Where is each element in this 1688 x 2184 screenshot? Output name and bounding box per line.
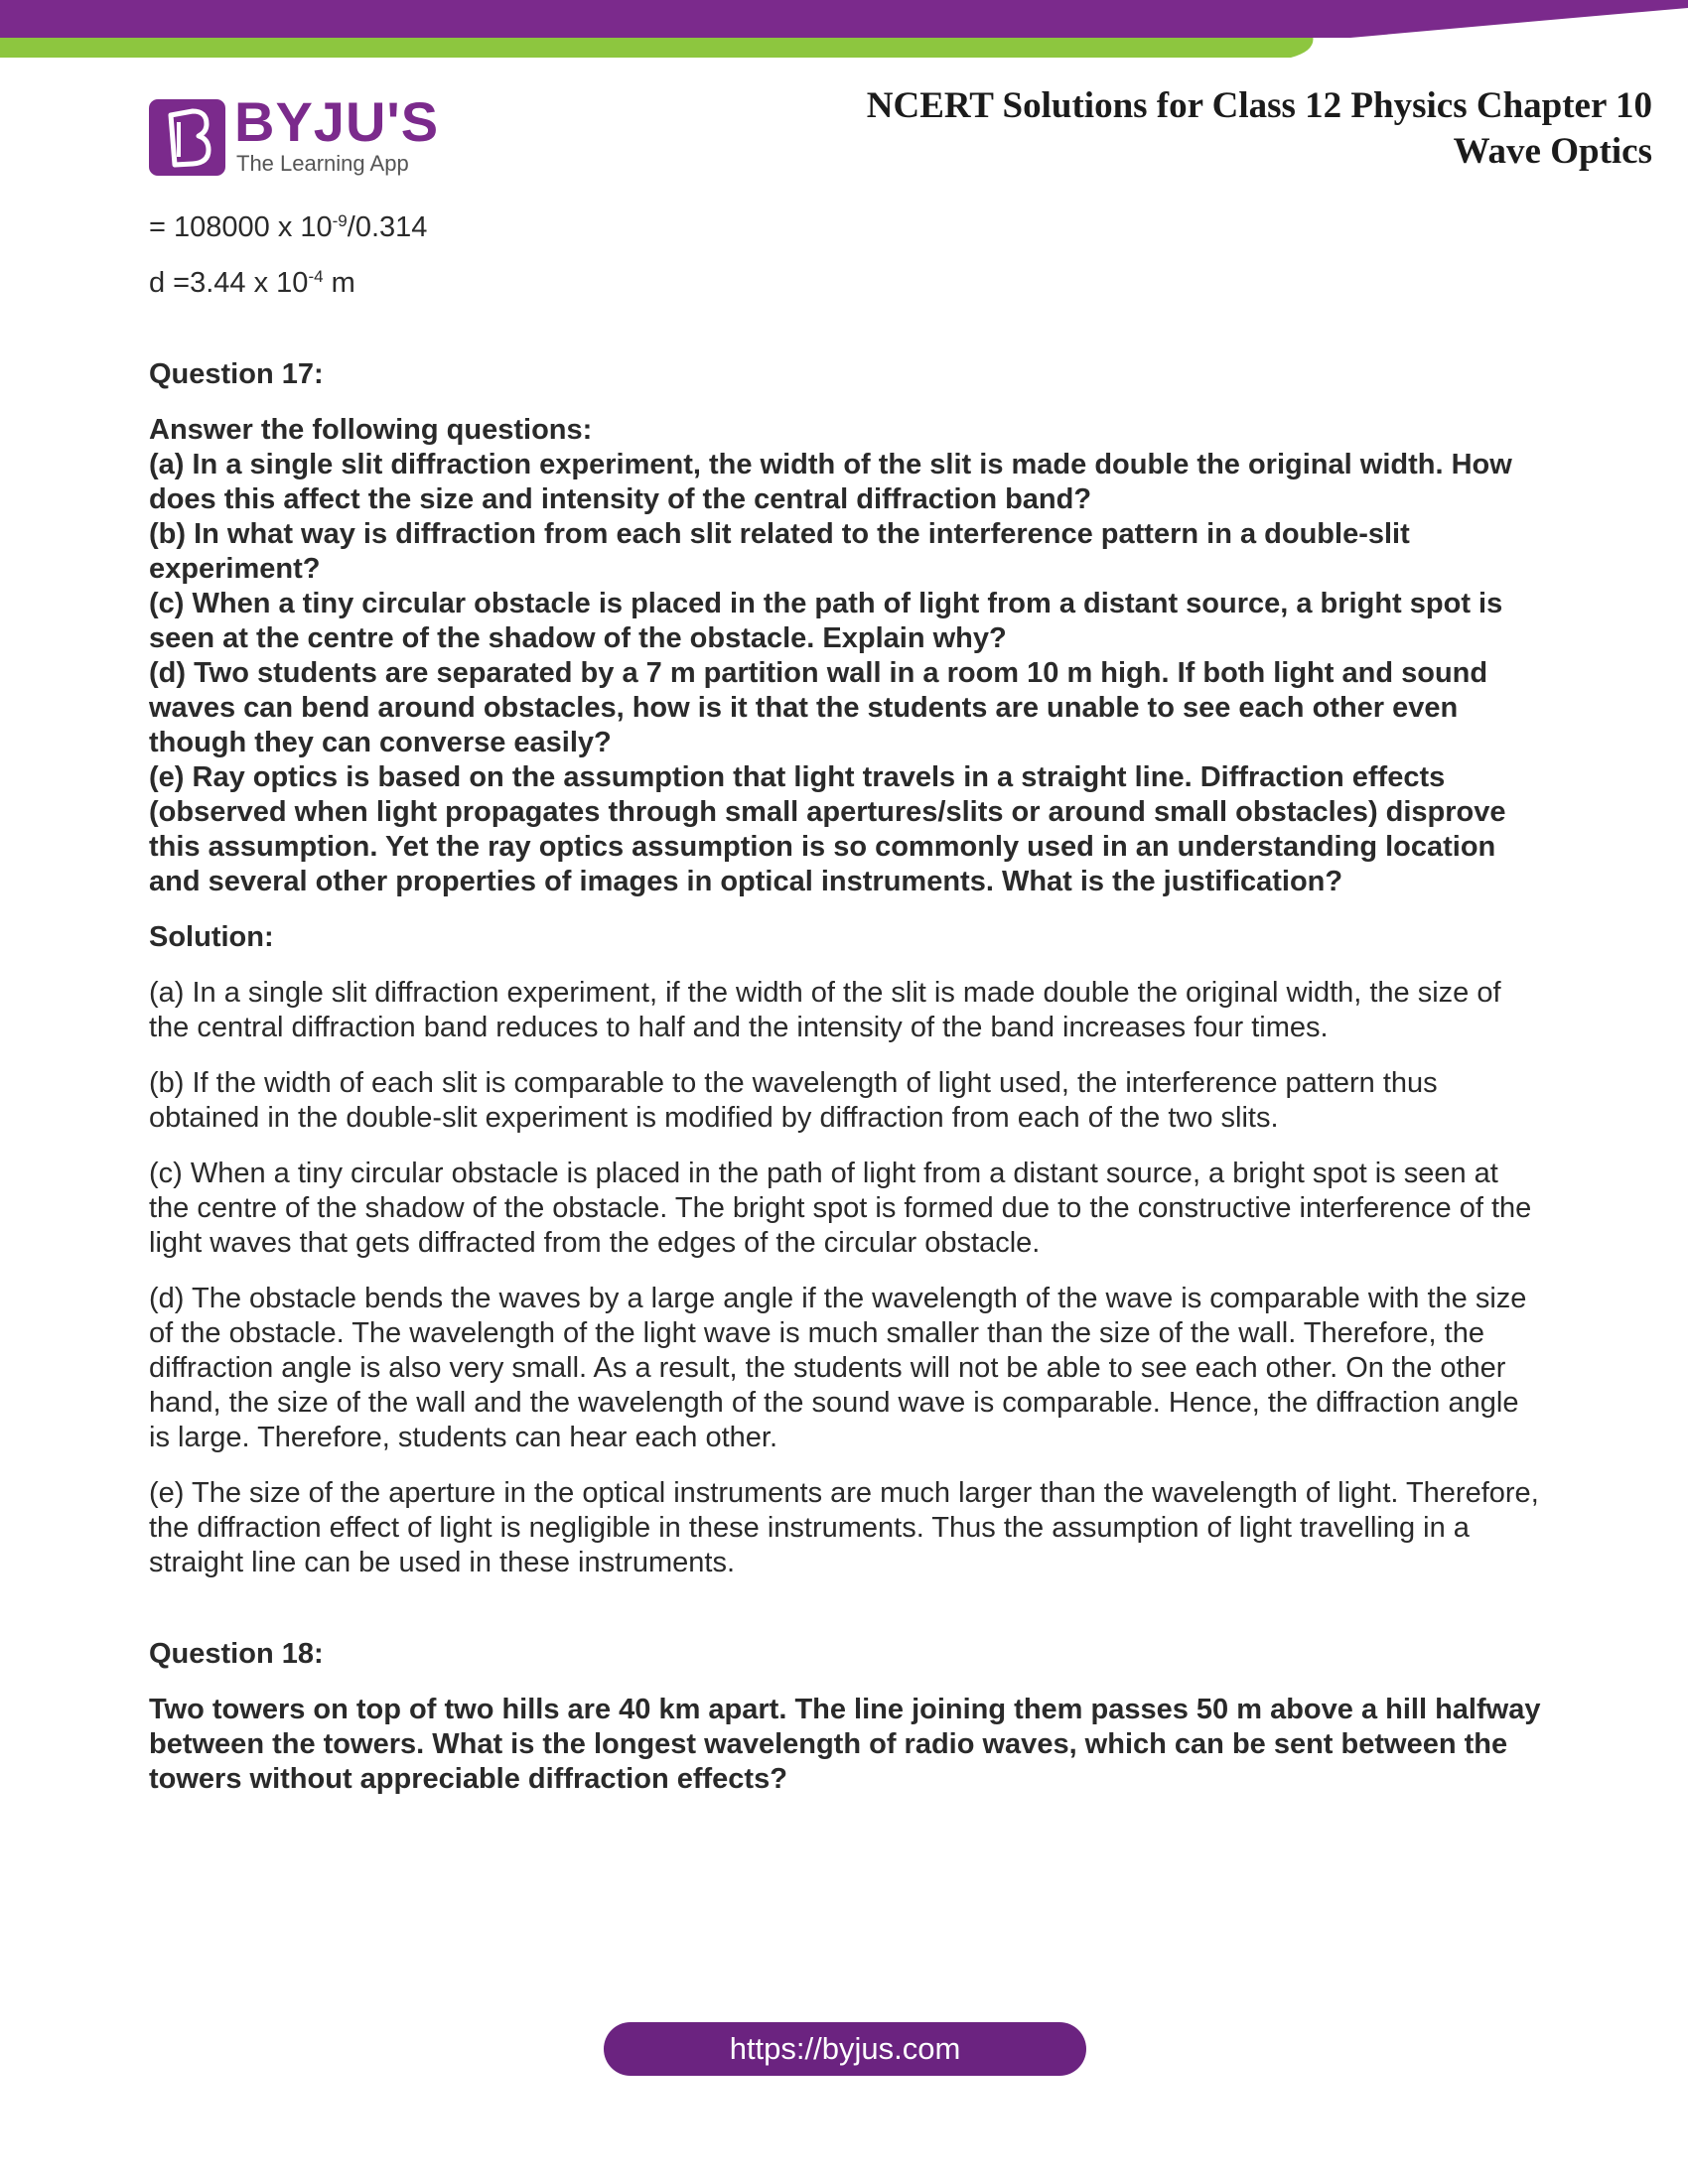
- answer-e: (e) The size of the aperture in the optical instruments are much larger than the wavelength of light. Therefore, the diffraction effect of light is negligible in these instruments. Thus the assumption of light travelling in a straight line can be used in these instruments.: [149, 1477, 1539, 1578]
- page-header-title: [759, 83, 1652, 175]
- answer-d: (d) The obstacle bends the waves by a large angle if the wavelength of the wave is comparable with the size of the obstacle. The wavelength of the light wave is much smaller than the size of the wall. Therefore, the diffraction angle is also very small. As a result, the students will not be able to see each other. On the other hand, the size of the wall and the wavelength of the sound wave is comparable. Hence, the diffraction angle is large. Therefore, students can hear each other.: [149, 1283, 1527, 1453]
- logo-tagline: The Learning App: [236, 151, 409, 176]
- b-glyph-icon: [149, 99, 225, 176]
- question-17-intro: Answer the following questions:: [149, 414, 593, 446]
- equation-line-2: d =3.44 x $10^{-4}$ m: [149, 267, 355, 299]
- question-18-heading: Question 18:: [149, 1638, 324, 1670]
- question-18-body: Two towers on top of two hills are 40 km apart. The line joining them passes 50 m above a hill halfway between the towers. What is the longest wavelength of radio waves, which can be sent between the towers without appreciable diffraction effects?: [149, 1694, 1541, 1795]
- top-decorative-band: [0, 0, 1688, 60]
- solution-heading: Solution:: [149, 921, 274, 953]
- byjus-logo: [149, 90, 440, 181]
- equation-line-1: = 108000 x $10^{-9}/0.314$: [149, 211, 428, 243]
- question-17-part-e: (e) Ray optics is based on the assumption that light travels in a straight line. Diffraction effects (observed when light propagates through small apertures/slits or around small obstacles) disprove this assumption. Yet the ray optics assumption is so commonly used in an understanding location and several other properties of images in optical instruments. What is the justification?: [149, 761, 1506, 897]
- question-17-body: [149, 413, 1544, 899]
- answer-a: (a) In a single slit diffraction experiment, if the width of the slit is made double the original width, the size of the central diffraction band reduces to half and the intensity of the band increases four times.: [149, 977, 1501, 1043]
- question-17-part-d: (d) Two students are separated by a 7 m partition wall in a room 10 m high. If both light and sound waves can bend around obstacles, how is it that the students are unable to see each other even though they can converse easily?: [149, 657, 1488, 758]
- footer-url-link[interactable]: https://byjus.com: [604, 2022, 1086, 2076]
- header-title-line1: NCERT Solutions for Class 12 Physics Chapter 10: [866, 85, 1652, 126]
- question-17-part-c: (c) When a tiny circular obstacle is placed in the path of light from a distant source, a bright spot is seen at the centre of the shadow of the obstacle. Explain why?: [149, 588, 1503, 654]
- answer-c: (c) When a tiny circular obstacle is placed in the path of light from a distant source, a bright spot is seen at the centre of the shadow of the obstacle. The bright spot is formed due to the constructive interference of the light waves that gets diffracted from the edges of the circular obstacle.: [149, 1158, 1532, 1259]
- logo-wordmark: BYJU'S: [234, 90, 440, 153]
- header-title-line2: Wave Optics: [1453, 131, 1652, 172]
- question-17-part-a: (a) In a single slit diffraction experiment, the width of the slit is made double the original width. How does this affect the size and intensity of the central diffraction band?: [149, 449, 1512, 515]
- question-17-heading: Question 17:: [149, 358, 324, 390]
- answer-b: (b) If the width of each slit is comparable to the wavelength of light used, the interference pattern thus obtained in the double-slit experiment is modified by diffraction from each of the two slits.: [149, 1067, 1438, 1134]
- question-17-part-b: (b) In what way is diffraction from each slit related to the interference pattern in a double-slit experiment?: [149, 518, 1410, 585]
- purple-stripe: [0, 0, 1688, 38]
- byjus-b-logo-icon: [149, 99, 225, 176]
- main-content: [149, 210, 1544, 1818]
